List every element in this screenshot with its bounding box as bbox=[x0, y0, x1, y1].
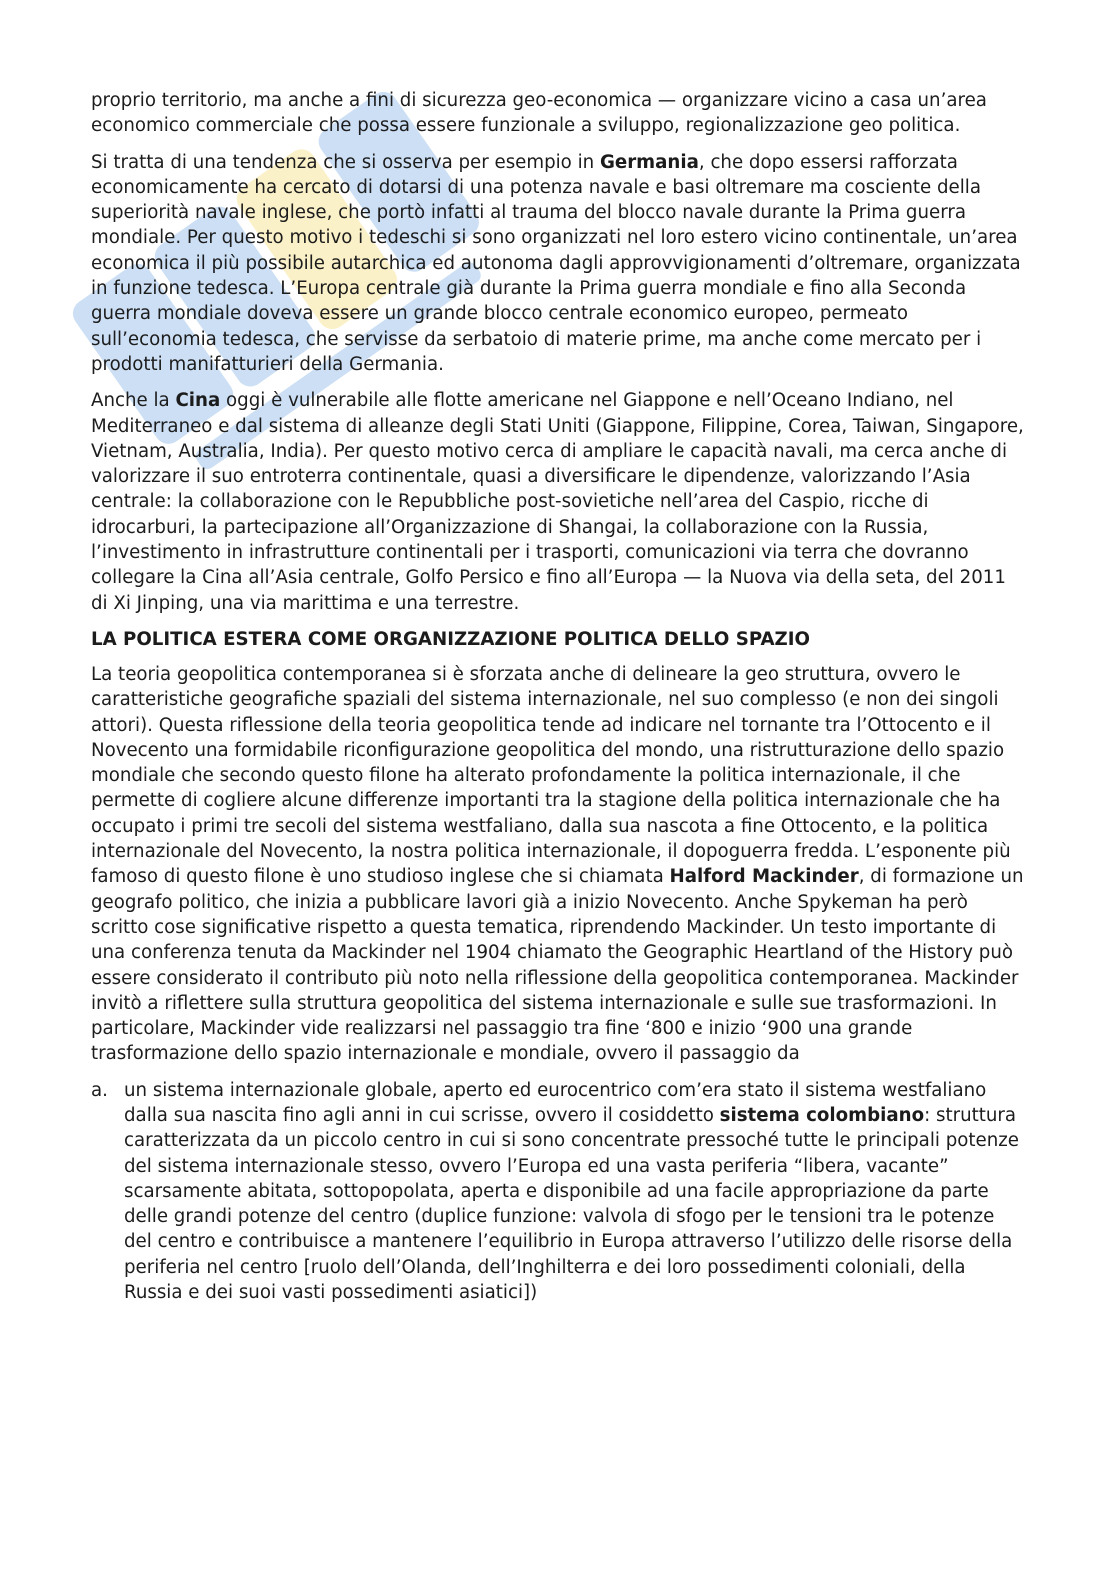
list-item-a bbox=[91, 1078, 1027, 1306]
paragraph-cina-text-2: oggi è vulnerabile alle flotte americane nel Giappone e nell’Oceano Indiano, nel Mediterraneo e dal sistema di alleanze degli Stati Uniti (Giappone, Filippine, Corea, Taiwan, Singapore, Vietnam, Australia, India). Per questo motivo cerca di ampliare le capacità navali, ma cerca anche di valorizzare il suo entroterra continentale, quasi a diversificare le dipendenze, valorizzando l’Asia centrale: la collaborazione con le Repubbliche post-sovietiche nell’area del Caspio, ricche di idrocarburi, la partecipazione all’Organizzazione di Shangai, la collaborazione con la Russia, l’investimento in infrastrutture continentali per i trasporti, comunicazioni via terra che dovranno collegare la Cina all’Asia centrale, Golfo Persico e fino all’Europa — la Nuova via della seta, del 2011 di Xi Jinping, una via marittima e una terrestre. bbox=[91, 390, 1024, 614]
list-item-a-text-1: un sistema internazionale globale, aperto ed eurocentrico com’era stato il sistema westfaliano dalla sua nascita fino agli anni in cui scrisse, ovvero il cosiddetto bbox=[124, 1079, 987, 1126]
keyword-mackinder: Halford Mackinder bbox=[669, 866, 859, 888]
paragraph-cina-text-1: Anche la bbox=[91, 390, 176, 412]
paragraph-intro-text: proprio territorio, ma anche a fini di sicurezza geo-economica — organizzare vicino a casa un’area economico commerciale che possa essere funzionale a sviluppo, regionalizzazione geo politica. bbox=[91, 90, 987, 137]
paragraph-germania-text-2: , che dopo essersi rafforzata economicamente ha cercato di dotarsi di una potenza navale e basi oltremare ma cosciente della superiorità navale inglese, che portò infatti al trauma del blocco navale durante la Prima guerra mondiale. Per questo motivo i tedeschi si sono organizzati nel loro estero vicino continentale, un’area economica il più possibile autarchica ed autonoma dagli approvvigionamenti d’oltremare, organizzata in funzione tedesca. L’Europa centrale già durante la Prima guerra mondiale e fino alla Seconda guerra mondiale doveva essere un grande blocco centrale economico europeo, permeato sull’economia tedesca, che servisse da serbatoio di materie prime, ma anche come mercato per i prodotti manifatturieri della Germania. bbox=[91, 151, 1021, 375]
list-item-a-text-2: : struttura caratterizzata da un piccolo centro in cui si sono concentrate pressoché tutte le principali potenze del sistema internazionale stesso, ovvero l’Europa ed una vasta periferia “libera, vacante” scarsamente abitata, sottopopolata, aperta e disponibile ad una facile appropriazione da parte delle grandi potenze del centro (duplice funzione: valvola di sfogo per le tensioni tra le potenze del centro e contribuisce a mantenere l’equilibrio in Europa attraverso l’utilizzo delle risorse della periferia nel centro [ruolo dell’Olanda, dell’Inghilterra e dei loro possedimenti coloniali, della Russia e dei suoi vasti possedimenti asiatici]) bbox=[124, 1104, 1019, 1304]
keyword-germania: Germania bbox=[599, 151, 699, 173]
keyword-sistema-colombiano: sistema colombiano bbox=[719, 1104, 925, 1126]
paragraph-intro bbox=[91, 88, 1027, 139]
document-page bbox=[91, 88, 1027, 1305]
paragraph-cina bbox=[91, 388, 1027, 616]
paragraph-germania-text-1: Si tratta di una tendenza che si osserva per esempio in bbox=[91, 151, 600, 173]
keyword-cina: Cina bbox=[175, 390, 221, 412]
paragraph-mackinder bbox=[91, 662, 1027, 1067]
list-item-a-body bbox=[124, 1078, 1027, 1306]
paragraph-germania bbox=[91, 150, 1027, 378]
list-marker-a: a. bbox=[91, 1079, 108, 1101]
paragraph-mackinder-text-2: , di formazione un geografo politico, che inizia a pubblicare lavori già a inizio Novecento. Anche Spykeman ha però scritto cose significative rispetto a questa tematica, riprendendo Mackinder. Un testo importante di una conferenza tenuta da Mackinder nel 1904 chiamato the Geographic Heartland of the History può essere considerato il contributo più noto nella riflessione della geopolitica contemporanea. Mackinder invitò a riflettere sulla struttura geopolitica del sistema internazionale e sulle sue trasformazioni. In particolare, Mackinder vide realizzarsi nel passaggio tra fine ‘800 e inizio ‘900 una grande trasformazione dello spazio internazionale e mondiale, ovvero il passaggio da bbox=[91, 866, 1024, 1065]
section-heading: LA POLITICA ESTERA COME ORGANIZZAZIONE POLITICA DELLO SPAZIO bbox=[91, 628, 810, 650]
paragraph-mackinder-text-1: La teoria geopolitica contemporanea si è sforzata anche di delineare la geo struttura, ovvero le caratteristiche geografiche spaziali del sistema internazionale, nel suo complesso (e non dei singoli attori). Questa riflessione della teoria geopolitica tende ad indicare nel tornante tra l’Ottocento e il Novecento una formidabile riconfigurazione geopolitica del mondo, una ristrutturazione dello spazio mondiale che secondo questo filone ha alterato profondamente la politica internazionale, il che permette di cogliere alcune differenze importanti tra la stagione della politica internazionale che ha occupato i primi tre secoli del sistema westfaliano, dalla sua nascota a fine Ottocento, e la politica internazionale del Novecento, la nostra politica internazionale, il dopoguerra fredda. L’esponente più famoso di questo filone è uno studioso inglese che si chiamata bbox=[91, 663, 1011, 888]
